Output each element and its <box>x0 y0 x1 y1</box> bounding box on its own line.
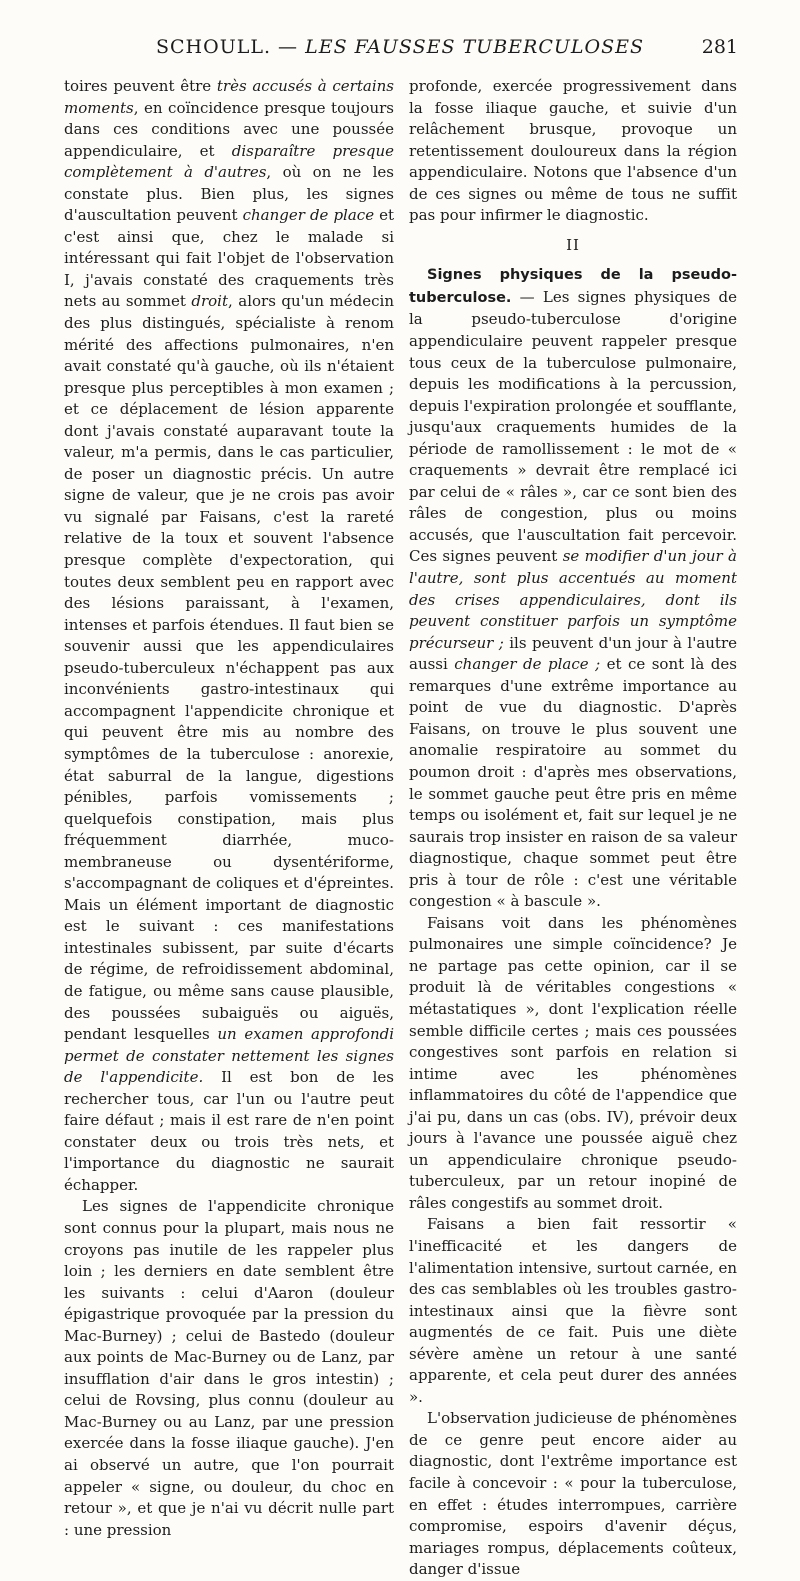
text-run: , en coïncidence presque toujours dans ces conditions avec une poussée appendiculaire, et <box>64 98 394 160</box>
italic-run: très accusés à certains moments <box>64 77 394 117</box>
paragraph <box>409 1214 737 1408</box>
paragraph <box>409 1408 737 1580</box>
paragraph-body <box>409 288 737 910</box>
page-header <box>62 36 738 66</box>
running-head-title: LES FAUSSES TUBERCULOSES <box>305 36 644 58</box>
italic-run: un examen approfondi permet de constater nettement les signes de l'appendicite. <box>64 1025 395 1087</box>
text-run: et ce sont là des remarques d'une extrême importance au point de vue du diagnostic. D'après Faisans, on trouve le plus souvent une anomalie respiratoire au sommet du poumon droit : d'après mes observations, le sommet gauche peut être pris en même temps ou isolément et, fait sur lequel je ne saurais trop insister en raison de sa valeur diagnostique, chaque sommet peut être pris à tour de rôle : c'est une véritable congestion « à bascule ». <box>409 655 737 911</box>
section-number: II <box>566 235 580 254</box>
text-run: Il est bon de les rechercher tous, car l'un ou l'autre peut faire défaut ; mais il est rare de n'en point constater deux ou trois très nets, et l'importance du diagnostic ne saurait échapper. <box>64 1068 394 1194</box>
text-run: Les signes de l'appendicite chronique sont connus pour la plupart, mais nous ne croyons pas inutile de les rappeler plus loin ; les derniers en date semblent être les suivants : celui d'Aaron (douleur épigastrique provoquée par la pression du Mac-Burney) ; celui de Bastedo (douleur aux points de Mac-Burney ou de Lanz, par insufflation d'air dans le gros intestin) ; celui de Rovsing, plus connu (douleur au Mac-Burney ou au Lanz, par une pression exercée dans la fosse iliaque gauche). J'en ai observé un autre, que l'on pourrait appeler « signe, ou douleur, du choc en retour », et que je n'ai vu décrit nulle part : une pression <box>64 1197 394 1539</box>
paragraph <box>409 76 737 227</box>
text-run: profonde, exercée progressivement dans la fosse iliaque gauche, et suivie d'un relâchement brusque, provoque un retentissement douloureux dans la région appendiculaire. Notons que l'absence d'un de ces signes ou même de tous ne suffit pas pour infirmer le diagnostic. <box>409 77 737 225</box>
running-head <box>62 36 738 58</box>
paragraph <box>64 76 394 1196</box>
text-run: et c'est ainsi que, chez le malade si intéressant qui fait l'objet de l'observation I, j'avais constaté des craquements très nets au sommet <box>64 206 395 311</box>
left-column <box>64 76 394 1541</box>
paragraph <box>409 264 737 912</box>
text-run: , où on ne les constate plus. Bien plus, les signes d'auscultation peuvent <box>64 163 394 225</box>
text-run: — Les signes physiques de la pseudo-tuberculose d'origine appendiculaire peuvent rappeler presque tous ceux de la tuberculose pulmonaire, depuis les modifications à la percussion, depuis l'expiration prolongée et soufflante, jusqu'aux craquements humides de la période de ramollissement : le mot de « craquements » devrait être remplacé ici par celui de « râles », car ce sont bien des râles de congestion, plus ou moins accusés, que l'auscultation fait percevoir. Ces signes peuvent <box>409 287 737 566</box>
page-number: 281 <box>701 36 738 58</box>
italic-run: se modifier d'un jour à l'autre, sont plus accentués au moment des crises appendiculaires, dont ils peuvent constituer parfois un symptôme précurseur ; <box>409 547 737 652</box>
italic-run: droit <box>191 292 229 311</box>
paragraph <box>409 913 737 1215</box>
text-run: ils peuvent d'un jour à l'autre aussi <box>409 633 737 674</box>
running-head-author: SCHOULL. — <box>156 36 299 58</box>
italic-run: disparaître presque complètement à d'autres <box>64 141 394 182</box>
paragraph <box>64 1196 394 1541</box>
italic-run: changer de place <box>242 206 375 225</box>
right-column <box>409 76 737 1581</box>
text-run: toires peuvent être <box>64 77 217 95</box>
section-title: Signes physiques de la pseudo-tuberculose. <box>409 267 737 306</box>
text-run: , alors qu'un médecin des plus distingués, spécialiste à renom mérité des affections pulmonaires, n'en avait constaté qu'à gauche, où ils n'étaient presque plus perceptibles à mon examen ; et ce déplacement de lésion apparente dont j'avais constaté auparavant toute la valeur, m'a permis, dans le cas particulier, de poser un diagnostic précis. Un autre signe de valeur, que je ne crois pas avoir vu signalé par Faisans, c'est la rareté relative de la toux et souvent l'absence presque complète d'expectoration, qui toutes deux semblent peu en rapport avec des lésions paraissant, à l'examen, intenses et parfois étendues. Il faut bien se souvenir aussi que les appendiculaires pseudo-tuberculeux n'échappent pas aux inconvénients gastro-intestinaux qui accompagnent l'appendicite chronique et qui peuvent être mis au nombre des symptômes de la tuberculose : anorexie, état saburral de la langue, digestions pénibles, parfois vomissements ; quelquefois constipation, mais plus fréquemment diarrhée, muco-membraneuse ou dysentériforme, s'accompagnant de coliques et d'épreintes. Mais un élément important de diagnostic est le suivant : ces manifestations intestinales subissent, par suite d'écarts de régime, de refroidissement abdominal, de fatigue, ou même sans cause plausible, des poussées subaiguës ou aiguës, pendant lesquelles <box>64 292 394 1044</box>
text-run: Faisans a bien fait ressortir « l'inefficacité et les dangers de l'alimentation intensive, surtout carnée, en des cas semblables où les troubles gastro-intestinaux ainsi que la fièvre sont augmentés de ce fait. Puis une diète sévère amène un retour à une santé apparente, et cela peut durer des années ». <box>409 1215 737 1406</box>
italic-run: changer de place ; <box>454 655 601 674</box>
text-run: L'observation judicieuse de phénomènes de ce genre peut encore aider au diagnostic, dont l'extrême importance est facile à concevoir : « pour la tuberculose, en effet : études interrompues, carrière compromise, espoirs d'avenir déçus, mariages rompus, déplacements coûteux, danger d'issue <box>409 1409 737 1579</box>
text-run: Faisans voit dans les phénomènes pulmonaires une simple coïncidence? Je ne partage pas cette opinion, car il se produit là de véritables congestions « métastatiques », dont l'explication réelle semble difficile certes ; mais ces poussées congestives sont parfois en relation si intime avec les phénomènes inflammatoires du côté de l'appendice que j'ai pu, dans un cas (obs. IV), prévoir deux jours à l'avance une poussée aiguë chez un appendiculaire chronique pseudo-tuberculeux, par un retour inopiné de râles congestifs au sommet droit. <box>409 913 737 1212</box>
